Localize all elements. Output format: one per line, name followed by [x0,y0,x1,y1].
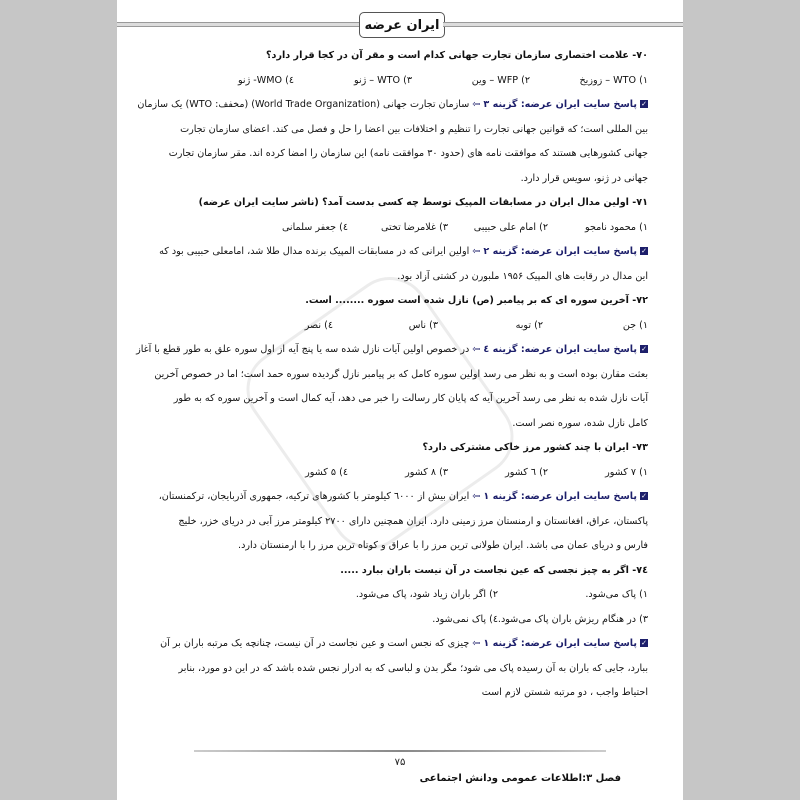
arrow-left-icon: ⇦ [472,491,481,502]
answer-text: فارس و دریای عمان می باشد. ایران طولانی ترین مرز را با عراق و کوتاه ترین مرز را با ارمنستان دارد. [238,540,648,551]
check-icon: ✓ [641,492,647,500]
option: ٤) پاک نمی‌شود. [432,613,498,625]
answer-label: پاسخ سایت ایران عرضه: گزینه ٤ [483,344,637,355]
options-73 [150,461,648,486]
check-icon: ✓ [641,639,647,647]
option: ٤) جعفر سلمانی [281,221,348,233]
answer-text: بین المللی است؛ که قوانین جهانی تجارت را تنظیم و اختلافات بین اعضا را حل و فصل می کند. اعضای سازمان تجارت [180,123,648,135]
option: ۳) در هنگام ریزش باران پاک می‌شود. [497,613,648,625]
options-71 [150,216,648,241]
answer-70 [137,93,648,118]
option: ۲) توبه [515,319,543,331]
option: ٤) ۵ کشور [305,466,348,478]
answer-text: سازمان تجارت جهانی (World Trade Organization) (مخفف: WTO) یک سازمان [137,99,470,110]
option: ۲) WFP – وین [471,74,530,86]
header-rule-right [443,22,683,27]
question-74: ۷٤- اگر به چیز نجسی که عین نجاست در آن نیست باران ببارد ..... [340,564,648,576]
answer-label: پاسخ سایت ایران عرضه: گزینه ۲ [483,246,637,257]
page-number: ۷۵ [394,757,406,768]
check-icon: ✓ [641,345,647,353]
answer-text: پاکستان، عراق، افغانستان و ارمنستان مرز زمینی دارد. ایران همچنین دارای ۲۷۰۰ کیلومتر مرز آبی در دریای خزر، خلیج [178,515,648,527]
answer-text: احتیاط واجب ، دو مرتبه شستن لازم است [481,687,648,698]
answer-text: اولین ایرانی که در مسابقات المپیک برنده مدال طلا شد، امامعلی حبیبی بود که [159,246,470,257]
footer-rule [194,750,606,752]
question-73: ۷۳- ایران با چند کشور مرز خاکی مشترکی دارد؟ [422,442,648,453]
option: ۲) اگر باران زیاد شود، پاک می‌شود. [355,589,498,600]
answer-text: این مدال در رقابت های المپیک ۱۹۵۶ ملبورن در کشتی آزاد بود. [397,270,648,282]
answer-text: ببارد، جایی که باران به آن رسیده پاک می شود؛ مگر بدن و لباسی که به ادرار نجس شده باشد که در این دو مورد، بنابر [178,662,648,674]
answer-text: چیزی که نجس است و عین نجاست در آن نیست، چنانچه یک مرتبه باران بر آن [160,638,470,649]
question-71: ۷۱- اولین مدال ایران در مسابقات المپیک توسط چه کسی بدست آمد؟ (ناشر سایت ایران عرضه) [198,197,648,208]
option: ۱) جن [622,319,648,331]
option: ۳) ناس [408,319,438,331]
options-70 [150,69,648,94]
arrow-left-icon: ⇦ [472,638,481,649]
answer-text: بعثت مقارن بوده است و به نظر می رسد اولین سوره کامل که بر پیامبر نازل گردیده سوره حمد است؛ اما در خصوص آخرین [154,368,648,380]
page-content [136,44,648,706]
answer-74 [150,632,648,657]
answer-label: پاسخ سایت ایران عرضه: گزینه ۳ [483,99,637,110]
answer-text: ایران بیش از ٦۰۰۰ کیلومتر با کشورهای ترکیه، جمهوری آذربایجان، ترکمنستان، [158,491,470,502]
site-logo [359,12,445,38]
answer-text: کامل نازل شده، سوره نصر است. [512,417,648,429]
option: ۲) ٦ کشور [505,466,548,478]
document-page [117,0,683,800]
check-icon: ✓ [641,100,647,108]
options-74-row1 [150,583,648,608]
option: ٤) نصر [304,319,333,331]
answer-text: جهانی کشورهایی هستند که موافقت نامه های (حدود ۳۰ موافقت نامه) این سازمان را امضا کرده اند. مقر سازمان تجارت [168,148,648,159]
answer-text: آیات نازل شده به نظر می رسد آخرین آیه که پایان کار رسالت را خبر می دهد، آیه کمال است و آخرین سوره که به طور [173,393,648,404]
arrow-left-icon: ⇦ [472,344,481,355]
question-70: ۷۰- علامت اختصاری سازمان تجارت جهانی کدام است و مقر آن در کجا قرار دارد؟ [265,50,648,61]
options-72 [150,314,648,339]
arrow-left-icon: ⇦ [472,246,481,257]
answer-label: پاسخ سایت ایران عرضه: گزینه ۱ [483,638,637,649]
check-icon: ✓ [641,247,647,255]
arrow-left-icon: ⇦ [472,99,481,110]
answer-label: پاسخ سایت ایران عرضه: گزینه ۱ [483,491,637,502]
option: ۳) غلامرضا تختی [381,221,448,233]
header-rule-left [117,22,359,27]
answer-text: در خصوص اولین آیات نازل شده سه یا پنج آیه از اول سوره علق به طور قطع با آغاز [136,344,470,355]
option: ۱) محمود نامجو [585,221,648,233]
option: ۱) پاک می‌شود. [585,589,648,600]
answer-73 [150,485,648,510]
answer-72 [136,338,648,363]
logo-text: ایران عرضه [364,17,440,33]
option: ۳) WTO – ژنو [353,74,412,86]
option: ۲) امام علی حبیبی [473,221,548,233]
option: ۱) ۷ کشور [605,466,648,478]
option: ٤) WMO- ژنو [237,74,294,86]
chapter-title: فصل ۳:اطلاعات عمومی ودانش اجتماعی [419,773,621,784]
answer-71 [150,240,648,265]
option: ۳) ۸ کشور [405,466,448,478]
question-72: ۷۲- آخرین سوره ای که بر پیامبر (ص) نازل شده است سوره ........ است. [305,295,648,306]
answer-text: جهانی در ژنو، سویس قرار دارد. [520,172,648,184]
option: ۱) WTO – زوزیخ [579,74,648,86]
options-74-row2 [150,608,648,633]
